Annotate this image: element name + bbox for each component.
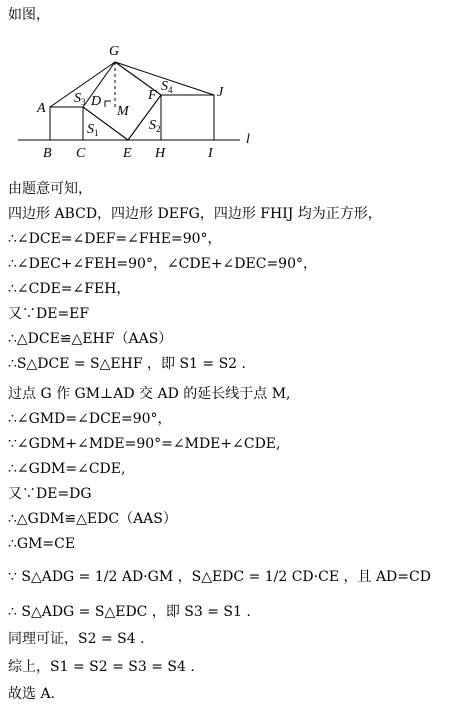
step-4: ∴∠CDE=∠FEH，: [8, 281, 131, 297]
label-j: J: [217, 85, 224, 100]
step-12: 又∵DE=DG: [8, 486, 92, 502]
geometry-figure: [0, 30, 475, 200]
label-g: G: [109, 44, 120, 59]
step-14: ∴GM=CE: [8, 536, 76, 552]
step-3: ∴∠DEC+∠FEH=90°，∠CDE+∠DEC=90°，: [8, 256, 317, 272]
step-7: ∴S△DCE = S△EHF ，即 S1 = S2 .: [8, 356, 246, 372]
label-f: F: [148, 88, 157, 103]
step-13: ∴△GDM≌△EDC（AAS）: [8, 511, 177, 527]
step-8: 过点 G 作 GM⊥AD 交 AD 的延长线于点 M,: [8, 386, 291, 402]
label-b: B: [43, 146, 52, 161]
step-1: 四边形 ABCD，四边形 DEFG，四边形 FHIJ 均为正方形，: [8, 206, 382, 222]
label-s2: $S_2$: [149, 118, 161, 134]
step-11: ∴∠GDM=∠CDE,: [8, 461, 126, 477]
step-2: ∴∠DCE=∠DEF=∠FHE=90°，: [8, 231, 222, 247]
step-17: 同理可证，S2 = S4 .: [8, 631, 145, 647]
step-10: ∵∠GDM+∠MDE=90°=∠MDE+∠CDE,: [8, 436, 281, 452]
step-19: 故选 A.: [8, 686, 56, 702]
square-abcd: [50, 107, 83, 140]
label-e: E: [123, 146, 132, 161]
label-h: H: [155, 146, 166, 161]
step-0: 由题意可知，: [8, 181, 92, 197]
label-s3: $S_3$: [74, 91, 86, 107]
label-d: D: [91, 94, 102, 109]
label-l: l: [246, 132, 250, 147]
step-9: ∴∠GMD=∠DCE=90°，: [8, 411, 172, 427]
step-5: 又∵DE=EF: [8, 306, 90, 322]
step-6: ∴△DCE≌△EHF（AAS）: [8, 331, 173, 347]
label-i: I: [208, 146, 213, 161]
label-m: M: [117, 104, 129, 119]
step-16: ∴ S△ADG = S△EDC ，即 S3 = S1 .: [8, 604, 251, 620]
step-18: 综上，S1 = S2 = S3 = S4 .: [8, 659, 195, 675]
intro-text: 如图，: [8, 7, 50, 23]
label-s1: $S_1$: [87, 122, 99, 138]
square-fhij: [161, 95, 214, 140]
step-15: ∵ S△ADG = 1/2 AD·GM ，S△EDC = 1/2 CD·CE ，且 AD=CD: [8, 569, 431, 585]
label-s4: $S_4$: [161, 79, 173, 95]
label-c: C: [76, 146, 86, 161]
label-a: A: [37, 101, 46, 116]
